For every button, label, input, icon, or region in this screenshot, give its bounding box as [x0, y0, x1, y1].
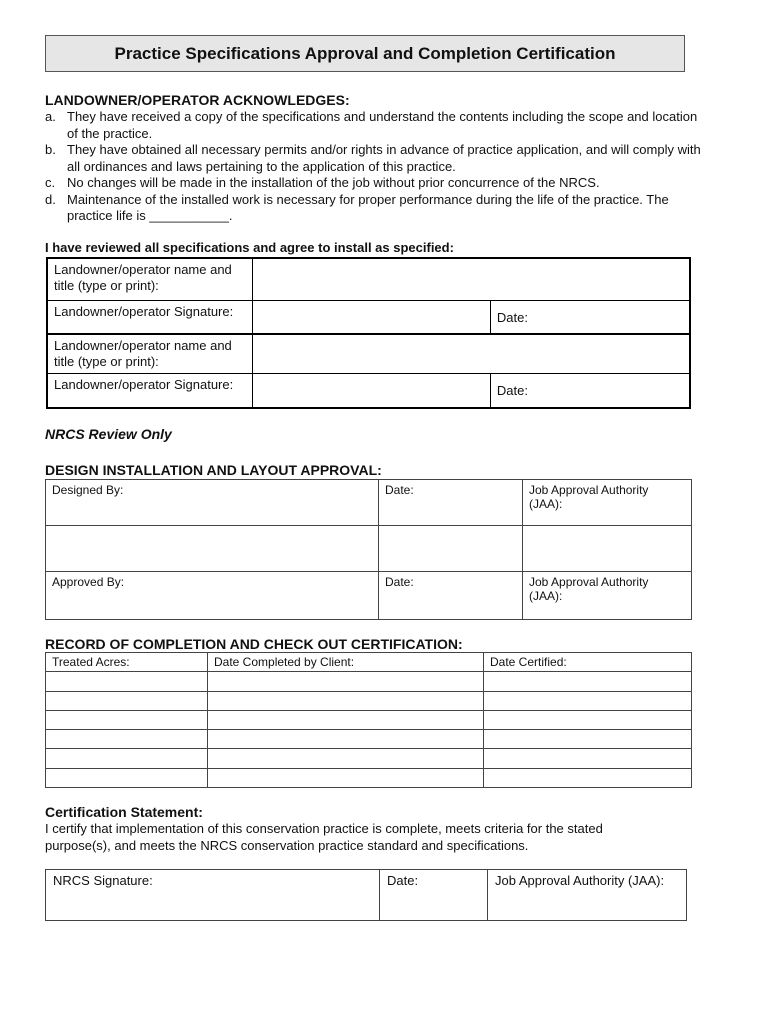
acknowledges-list [45, 109, 705, 225]
agreement-heading: I have reviewed all specifications and agree to install as specified: [45, 240, 454, 255]
signature-field[interactable] [253, 374, 491, 408]
table-row [46, 672, 692, 691]
date-field[interactable]: Date: [379, 572, 523, 620]
name-title-label: Landowner/operator name and title (type or print): [47, 334, 253, 374]
record-table [45, 652, 692, 788]
list-item [45, 192, 705, 225]
table-cell[interactable] [46, 672, 208, 691]
blank-field[interactable] [46, 526, 379, 572]
certification-table [45, 869, 687, 921]
table-cell[interactable] [208, 672, 484, 691]
table-row [46, 768, 692, 787]
certification-text: I certify that implementation of this conservation practice is complete, meets criteria for the stated purpose(s), and meets the NRCS conservation practice standard and specifications. [45, 821, 603, 853]
list-item [45, 175, 705, 192]
name-title-field[interactable] [253, 258, 690, 300]
item-letter: a. [45, 109, 56, 124]
blank-field[interactable] [379, 526, 523, 572]
signature-label: Landowner/operator Signature: [47, 374, 253, 408]
column-header: Date Completed by Client: [208, 653, 484, 672]
signature-label: Landowner/operator Signature: [47, 300, 253, 334]
item-letter: d. [45, 191, 56, 207]
name-title-label: Landowner/operator name and title (type or print): [47, 258, 253, 300]
item-letter: b. [45, 142, 56, 157]
record-heading: RECORD OF COMPLETION AND CHECK OUT CERTIFICATION: [45, 636, 463, 652]
table-cell[interactable] [484, 710, 692, 729]
signature-field[interactable] [253, 300, 491, 334]
list-item [45, 142, 705, 175]
table-cell[interactable] [208, 749, 484, 768]
date-field[interactable]: Date: [490, 374, 690, 408]
item-text: Maintenance of the installed work is necessary for proper performance during the life of the practice. The practice life is ___________. [67, 191, 669, 223]
nrcs-review-label: NRCS Review Only [45, 426, 172, 442]
table-row [46, 691, 692, 710]
table-cell[interactable] [484, 672, 692, 691]
table-cell[interactable] [208, 710, 484, 729]
jaa-field[interactable]: Job Approval Authority (JAA): [523, 480, 692, 526]
table-row [46, 710, 692, 729]
item-text: They have received a copy of the specifications and understand the contents including the scope and location of the practice. [67, 109, 698, 141]
table-cell[interactable] [484, 730, 692, 749]
nrcs-signature-field[interactable]: NRCS Signature: [46, 870, 380, 921]
item-letter: c. [45, 175, 56, 190]
name-title-field[interactable] [253, 334, 690, 374]
table-cell[interactable] [46, 710, 208, 729]
item-text: They have obtained all necessary permits and/or rights in advance of practice application, and will comply with all ordinances and laws pertaining to the application of this practice. [67, 142, 701, 174]
table-header-row [46, 653, 692, 672]
table-cell[interactable] [46, 768, 208, 787]
jaa-field[interactable]: Job Approval Authority (JAA): [523, 572, 692, 620]
table-cell[interactable] [208, 768, 484, 787]
table-cell[interactable] [208, 691, 484, 710]
design-heading: DESIGN INSTALLATION AND LAYOUT APPROVAL: [45, 462, 382, 478]
design-approval-table [45, 479, 692, 620]
acknowledges-heading: LANDOWNER/OPERATOR ACKNOWLEDGES: [45, 92, 350, 108]
table-cell[interactable] [46, 691, 208, 710]
landowner-table [46, 257, 691, 409]
table-cell[interactable] [46, 749, 208, 768]
table-cell[interactable] [46, 730, 208, 749]
table-cell[interactable] [208, 730, 484, 749]
date-field[interactable]: Date: [379, 480, 523, 526]
column-header: Date Certified: [484, 653, 692, 672]
approved-by-field[interactable]: Approved By: [46, 572, 379, 620]
designed-by-field[interactable]: Designed By: [46, 480, 379, 526]
jaa-field[interactable]: Job Approval Authority (JAA): [488, 870, 687, 921]
table-row [46, 749, 692, 768]
item-text: No changes will be made in the installation of the job without prior concurrence of the NRCS. [67, 175, 600, 190]
list-item [45, 109, 705, 142]
table-row [46, 730, 692, 749]
certification-heading: Certification Statement: [45, 804, 203, 820]
column-header: Treated Acres: [46, 653, 208, 672]
form-title: Practice Specifications Approval and Completion Certification [45, 35, 685, 72]
table-cell[interactable] [484, 768, 692, 787]
date-field[interactable]: Date: [380, 870, 488, 921]
date-field[interactable]: Date: [490, 300, 690, 334]
blank-field[interactable] [523, 526, 692, 572]
table-cell[interactable] [484, 749, 692, 768]
table-cell[interactable] [484, 691, 692, 710]
